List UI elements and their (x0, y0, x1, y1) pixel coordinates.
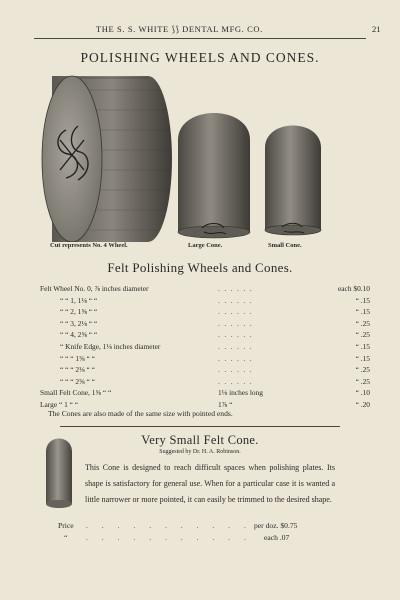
small-cone-illustration (262, 114, 324, 238)
row-price: “ .25 (355, 376, 370, 386)
row-label: “ “ 1, 1⅛ “ “ (60, 295, 98, 305)
row-price: each $0.10 (337, 284, 370, 293)
row-label: Small Felt Cone, 1⅝ “ “ (40, 388, 112, 398)
row-price: “ .15 (355, 295, 370, 305)
price-row-dozen (58, 521, 358, 530)
small-cone-heading: Very Small Felt Cone. (141, 433, 259, 447)
row-price: “ .10 (355, 388, 370, 398)
suggested-by: Suggested by Dr. H. A. Robinson. (159, 449, 241, 455)
row-price: “ .25 (355, 318, 370, 328)
leader-dots: ...... (218, 353, 257, 363)
felt-wheel-illustration (40, 70, 174, 242)
felt-price-table (40, 284, 370, 412)
leader-dots: ...... (218, 307, 257, 317)
table-row (40, 377, 370, 389)
row-price: “ .15 (355, 353, 370, 363)
table-row (40, 388, 370, 400)
table-row (40, 296, 370, 308)
leader-dots: . . . . . . . . . . . (86, 533, 252, 542)
row-label: “ “ “ 2⅝ “ “ (60, 376, 95, 386)
row-length: 1⅞ “ (218, 399, 233, 409)
table-row (40, 365, 370, 377)
row-label: Large “ 1 “ “ (40, 399, 79, 409)
row-price: “ .15 (355, 341, 370, 351)
leader-dots: ...... (218, 330, 257, 340)
section-title: POLISHING WHEELS AND CONES. (80, 50, 320, 65)
row-price: “ .15 (355, 307, 370, 317)
row-label: “ “ 2, 1⅝ “ “ (60, 307, 98, 317)
leader-dots: ...... (218, 295, 257, 305)
row-price: per doz. $0.75 (254, 521, 298, 530)
row-length: 1⅛ inches long (218, 388, 263, 398)
header-rule (34, 38, 366, 39)
row-label: “ (64, 533, 68, 542)
table-row (40, 307, 370, 319)
small-cone-description: This Cone is designed to reach difficult spaces when polishing plates. Its shape is satisfactory for general use. When for a particular case it is wanted a little narrower or more pointed, it can easily be trimmed to the desired shape. (85, 463, 335, 504)
row-label: Price (58, 521, 74, 530)
row-price: “ .20 (355, 399, 370, 409)
felt-section-heading: Felt Polishing Wheels and Cones. (107, 260, 293, 275)
row-price: “ .25 (355, 330, 370, 340)
row-label: “ “ 4, 2⅝ “ “ (60, 330, 98, 340)
row-label: Felt Wheel No. 0, ⅞ inches diameter (40, 284, 149, 293)
page-number: 21 (372, 24, 381, 34)
cones-note: The Cones are also made of the same size with pointed ends. (48, 409, 233, 418)
row-label: “ Knife Edge, 1⅛ inches diameter (60, 341, 161, 351)
table-row (40, 330, 370, 342)
small-cone-caption: Small Cone. (268, 242, 302, 249)
table-row (40, 342, 370, 354)
row-label: “ “ “ 2⅛ “ “ (60, 365, 95, 375)
table-row (40, 354, 370, 366)
leader-dots: ...... (218, 318, 257, 328)
leader-dots: ...... (218, 365, 257, 375)
section-rule (60, 426, 340, 427)
leader-dots: ...... (218, 341, 257, 351)
table-row (40, 284, 370, 296)
row-label: “ “ “ 1⅝ “ “ (60, 353, 95, 363)
leader-dots: ...... (218, 376, 257, 386)
running-head: THE S. S. WHITE ⟆⟆ DENTAL MFG. CO. (96, 24, 263, 34)
price-row-each (64, 533, 364, 542)
leader-dots: ...... (218, 284, 257, 293)
row-price: each .07 (264, 533, 290, 542)
large-cone-caption: Large Cone. (188, 242, 223, 249)
wheel-caption: Cut represents No. 4 Wheel. (50, 242, 128, 249)
row-label: “ “ 3, 2⅛ “ “ (60, 318, 98, 328)
leader-dots: . . . . . . . . . . . (86, 521, 252, 530)
row-price: “ .25 (355, 365, 370, 375)
large-cone-illustration (174, 100, 254, 242)
table-row (40, 319, 370, 331)
